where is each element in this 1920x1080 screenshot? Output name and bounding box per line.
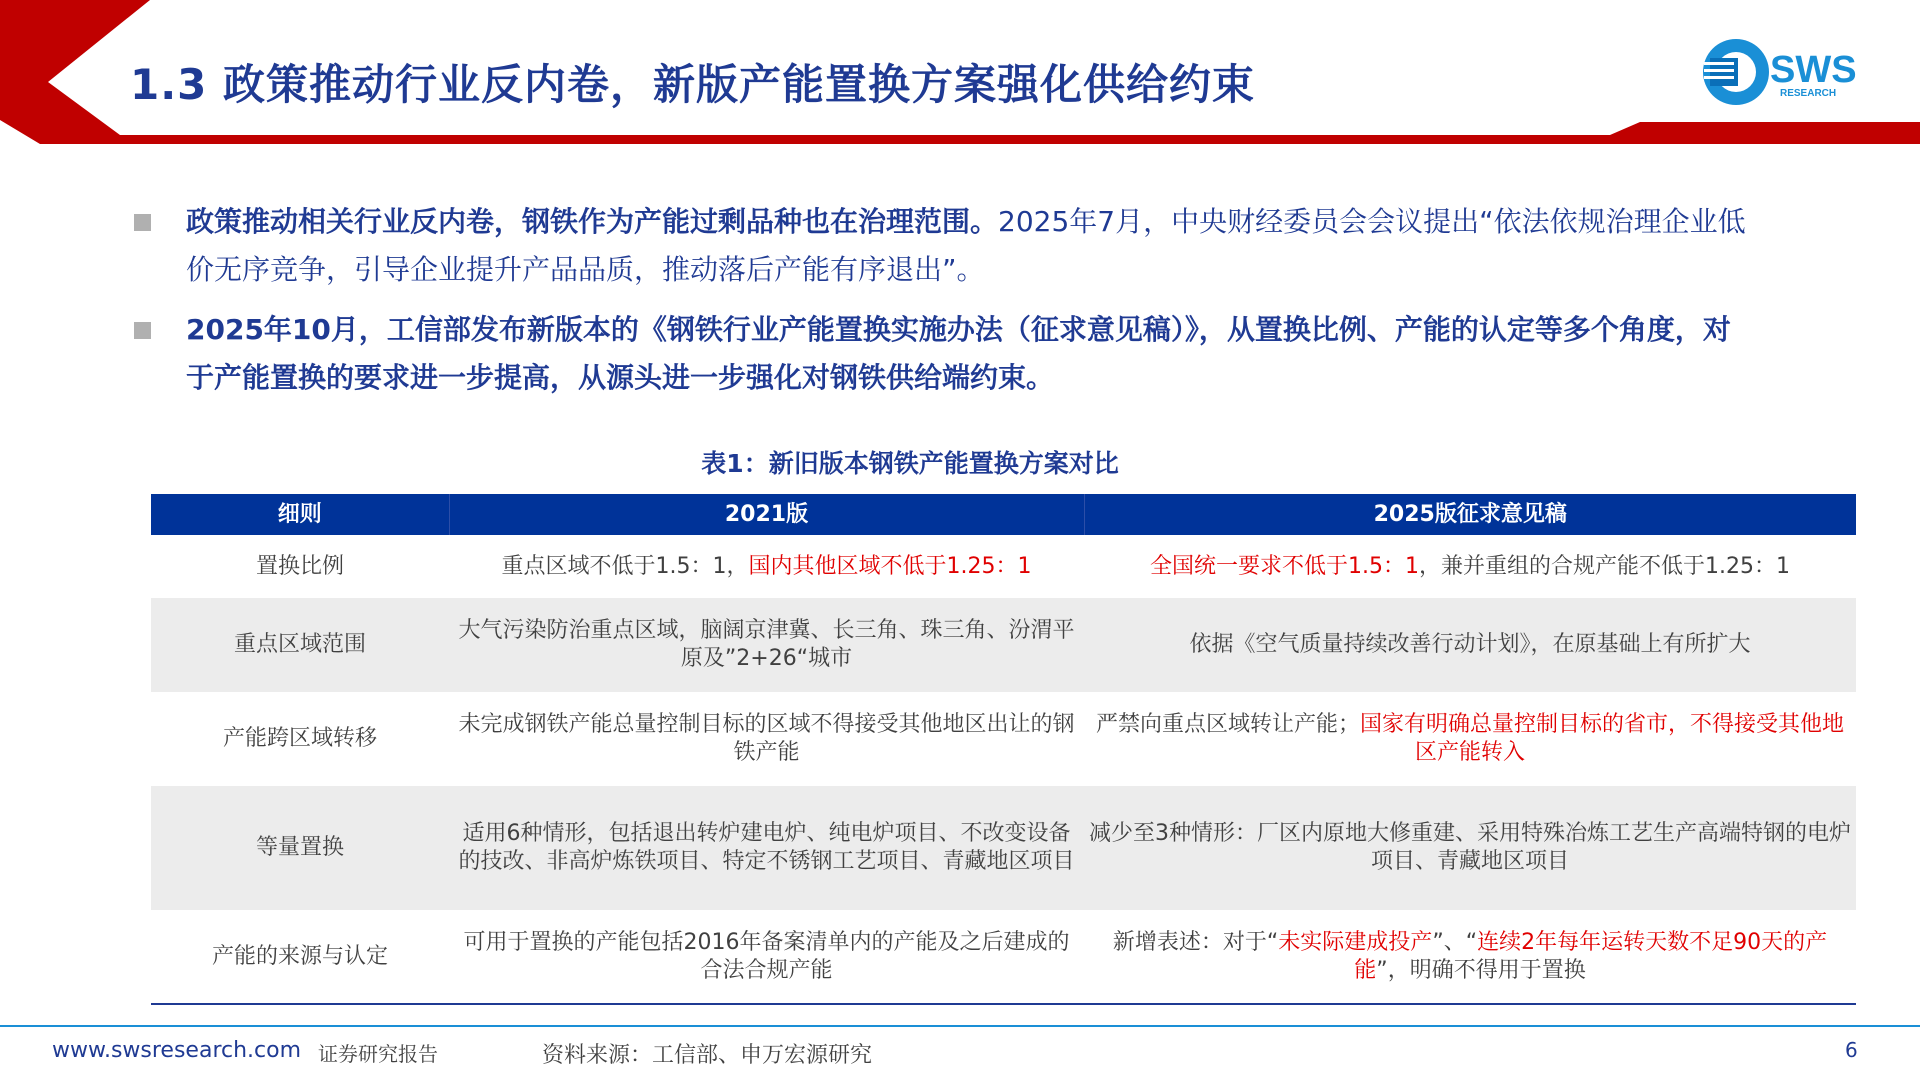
col-header: 细则 [151,494,449,535]
cell-text: 减少至3种情形：厂区内原地大修重建、采用特殊冶炼工艺生产高端特钢的电炉项目、青藏地区项目 [1089,821,1851,874]
footer-report-type: 证券研究报告 [318,1042,438,1066]
bullet-list [130,198,1750,414]
cell-text: ”、“ [1432,929,1478,955]
cell-new [1084,598,1856,692]
footer-divider [0,1025,1920,1027]
cell-old [449,535,1084,598]
row-item: 产能的来源与认定 [211,943,388,969]
cell-old [449,598,1084,692]
cell-text: 依据《空气质量持续改善行动计划》，在原基础上有所扩大 [1189,632,1751,657]
highlight-text: 国家有明确总量控制目标的省市，不得接受其他地区产能转入 [1360,712,1845,765]
svg-text:RESEARCH: RESEARCH [1780,88,1837,99]
cell-text: 严禁向重点区域转让产能； [1095,712,1360,737]
cell-old [449,910,1084,1004]
col-header: 2021版 [449,494,1084,535]
cell-text: 适用6种情形，包括退出转炉建电炉、纯电炉项目、不改变设备的技改、非高炉炼铁项目、特定不锈钢工艺项目、青藏地区项目 [458,821,1075,874]
footer-url-link[interactable]: www.swsresearch.com [52,1038,302,1063]
cell-old [449,692,1084,786]
table-row [151,598,1856,692]
cell-new [1084,786,1856,910]
bullet-square-icon [134,214,151,231]
cell-new [1084,535,1856,598]
row-item: 置换比例 [255,553,344,579]
row-item: 等量置换 [151,786,449,910]
page-title: 1.3 政策推动行业反内卷，新版产能置换方案强化供给约束 [130,60,1256,109]
bullet-square-icon [134,322,151,339]
highlight-text: 连续2年每年运转天数不足90天的产能 [1354,929,1828,983]
cell-text: 重点区域不低于1.5：1， [501,553,749,579]
cell-text: 新增表述：对于“ [1112,929,1279,955]
page-number: 6 [1845,1038,1858,1062]
cell-old [449,786,1084,910]
table-caption: 表1：新旧版本钢铁产能置换方案对比 [701,449,1119,478]
cell-text: ”，明确不得用于置换 [1376,957,1586,983]
cell-new [1084,910,1856,1004]
table-row [151,786,1856,910]
row-item: 重点区域范围 [151,598,449,692]
col-header: 2025版征求意见稿 [1084,494,1856,535]
footer-source: 资料来源：工信部、申万宏源研究 [542,1043,873,1068]
bullet-item [130,306,1750,402]
table-row [151,692,1856,786]
bullet-item [130,198,1750,294]
comparison-table [151,494,1856,1005]
cell-text: 未完成钢铁产能总量控制目标的区域不得接受其他地区出让的钢铁产能 [458,712,1075,765]
sws-logo [1700,36,1880,108]
cell-new [1084,692,1856,786]
table-row [151,910,1856,1004]
table-row [151,535,1856,598]
highlight-text: 未实际建成投产 [1278,929,1433,955]
highlight-text: 国内其他区域不低于1.25：1 [748,553,1032,579]
highlight-text: 全国统一要求不低于1.5：1 [1150,553,1419,579]
bullet-bold-text: 2025年10月，工信部发布新版本的《钢铁行业产能置换实施办法（征求意见稿）》，从置换比例、产能的认定等多个角度，对于产能置换的要求进一步提高，从源头进一步强化对钢铁供给端约束。 [186,313,1731,394]
bullet-bold-text: 政策推动相关行业反内卷，钢铁作为产能过剩品种也在治理范围。 [186,205,999,238]
cell-text: ，兼并重组的合规产能不低于1.25：1 [1419,553,1790,579]
cell-text: 可用于置换的产能包括2016年备案清单内的产能及之后建成的合法合规产能 [463,929,1070,983]
svg-text:SWS: SWS [1770,49,1857,91]
bullet-text: 2025年7月，中央财经委员会会议提出“依法依规治理企业低价无序竞争，引导企业提升产品品质，推动落后产能有序退出”。 [186,205,1746,286]
cell-text: 大气污染防治重点区域，脑阔京津冀、长三角、珠三角、汾渭平原及”2+26“城市 [458,618,1075,671]
row-item: 产能跨区域转移 [222,726,377,751]
